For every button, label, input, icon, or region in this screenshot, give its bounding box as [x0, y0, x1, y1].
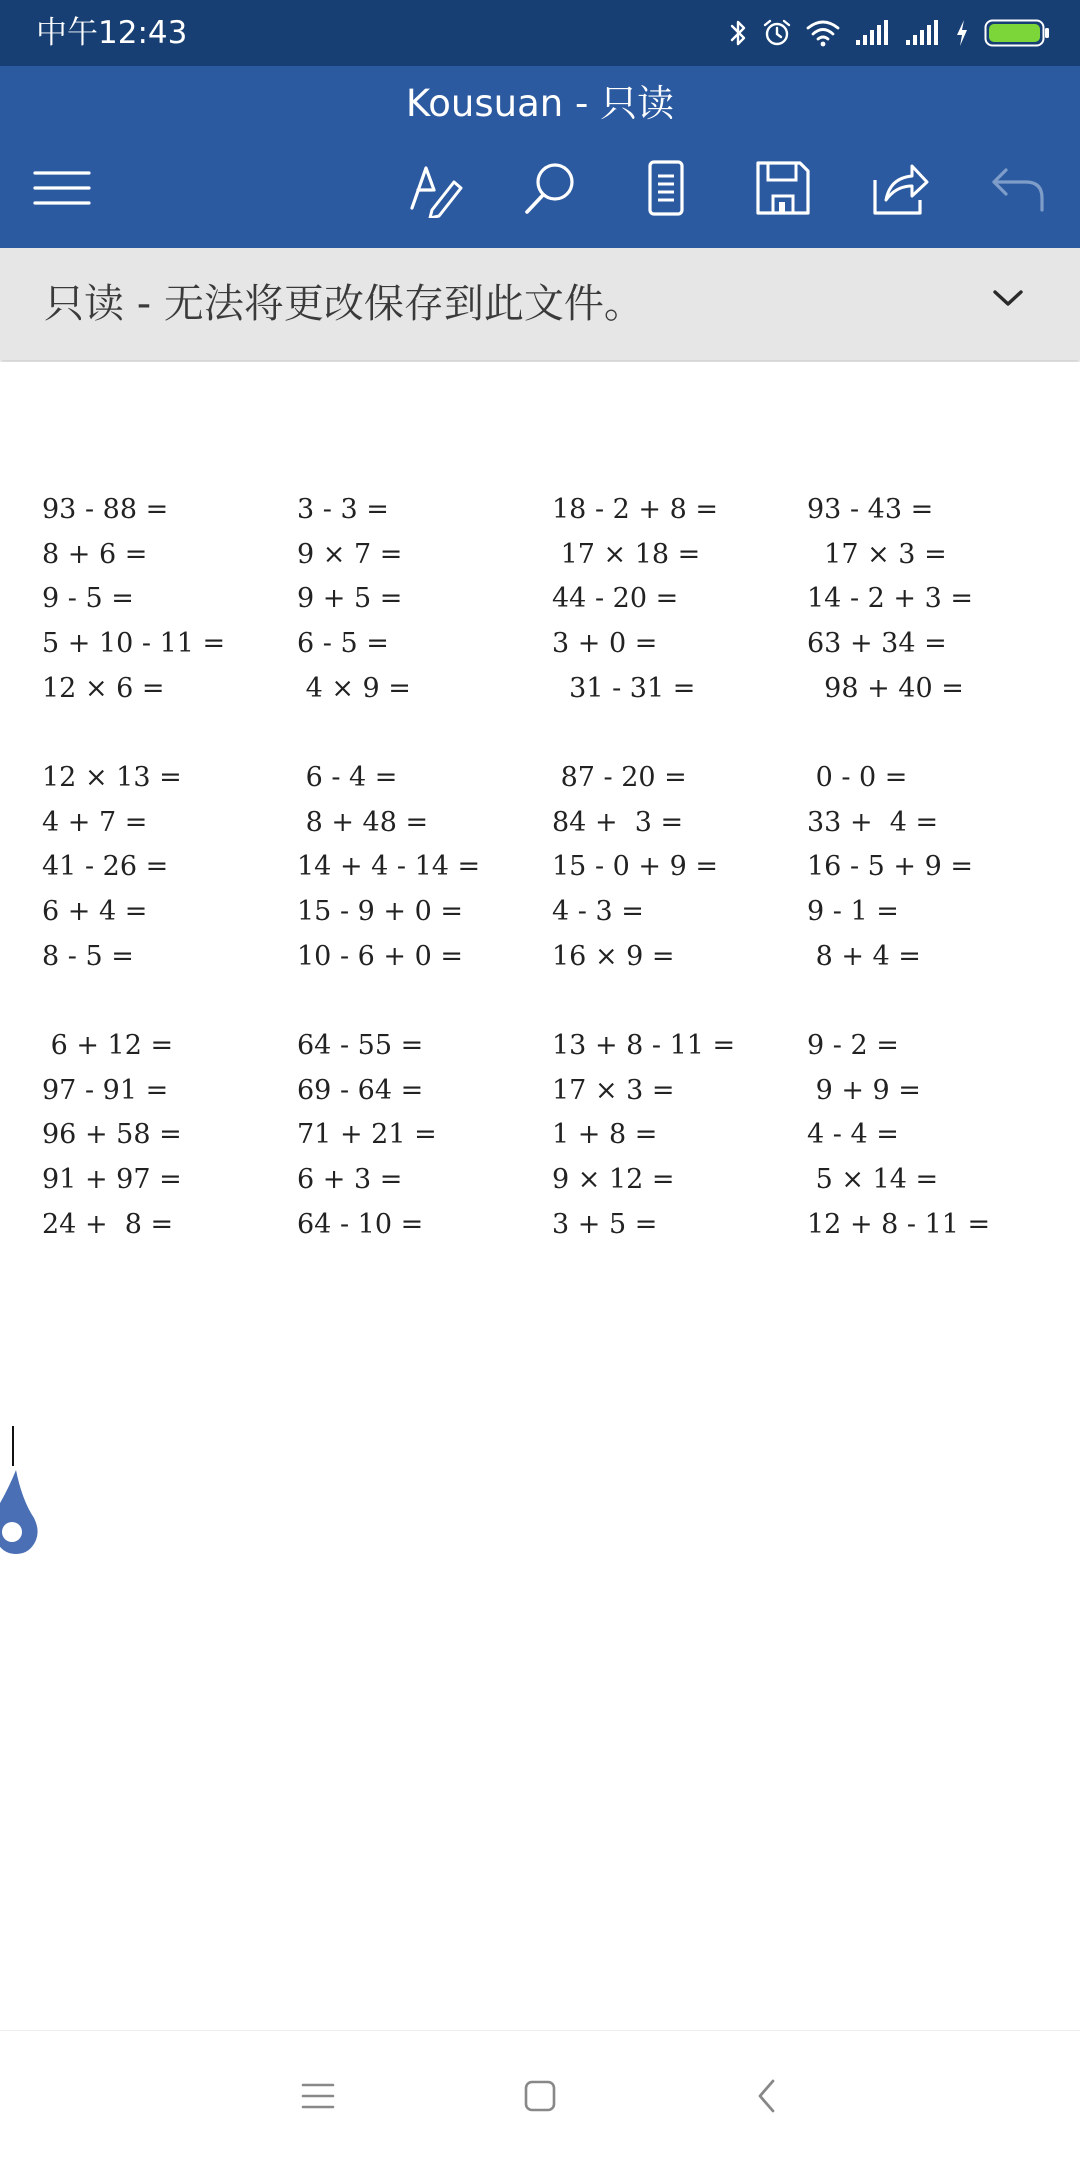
arithmetic-problem: 17 × 3 =	[807, 538, 947, 570]
status-time: 中午12:43	[36, 15, 188, 51]
arithmetic-problem: 8 - 5 =	[42, 940, 134, 972]
arithmetic-problem: 93 - 88 =	[42, 494, 169, 525]
read-only-banner[interactable]	[0, 248, 1080, 360]
signal-icon	[904, 20, 940, 46]
problem-column	[297, 756, 480, 979]
arithmetic-problem: 24 + 8 =	[42, 1208, 174, 1240]
arithmetic-problem: 4 - 3 =	[552, 896, 644, 928]
problem-column	[552, 1024, 735, 1247]
arithmetic-problem: 6 + 3 =	[297, 1164, 403, 1196]
problem-column	[297, 488, 411, 711]
problem-column	[552, 488, 718, 711]
arithmetic-problem: 4 - 4 =	[807, 1119, 899, 1151]
arithmetic-problem: 64 - 10 =	[297, 1208, 424, 1240]
arithmetic-problem: 8 + 48 =	[297, 806, 429, 838]
problem-column	[807, 1024, 990, 1247]
signal-icon	[854, 20, 890, 46]
chevron-down-icon[interactable]	[992, 286, 1024, 314]
arithmetic-problem: 18 - 2 + 8 =	[552, 494, 718, 525]
arithmetic-problem: 12 × 6 =	[42, 672, 165, 704]
battery-icon	[984, 19, 1050, 47]
arithmetic-problem: 6 + 4 =	[42, 896, 148, 928]
arithmetic-problem: 97 - 91 =	[42, 1074, 169, 1106]
arithmetic-problem: 63 + 34 =	[807, 628, 947, 660]
arithmetic-problem: 84 + 3 =	[552, 806, 684, 838]
home-button[interactable]	[515, 2073, 565, 2123]
arithmetic-problem: 10 - 6 + 0 =	[297, 940, 463, 972]
arithmetic-problem: 9 - 5 =	[42, 583, 134, 615]
arithmetic-problem: 41 - 26 =	[42, 851, 169, 883]
save-button[interactable]	[747, 152, 819, 224]
alarm-icon	[762, 18, 792, 48]
back-icon	[755, 2078, 779, 2118]
problem-column	[807, 756, 973, 979]
problem-column	[42, 488, 225, 711]
arithmetic-problem: 6 + 12 =	[42, 1030, 174, 1061]
arithmetic-problem: 9 + 5 =	[297, 583, 403, 615]
arithmetic-problem: 31 - 31 =	[552, 672, 696, 704]
arithmetic-problem: 69 - 64 =	[297, 1074, 424, 1106]
undo-icon	[988, 158, 1048, 218]
undo-button[interactable]	[982, 152, 1054, 224]
arithmetic-problem: 9 × 7 =	[297, 538, 403, 570]
arithmetic-problem: 71 + 21 =	[297, 1119, 437, 1151]
arithmetic-problem: 87 - 20 =	[552, 762, 687, 793]
arithmetic-problem: 12 + 8 - 11 =	[807, 1208, 991, 1240]
wifi-icon	[806, 19, 840, 47]
back-button[interactable]	[742, 2073, 792, 2123]
arithmetic-problem: 15 - 0 + 9 =	[552, 851, 718, 883]
menu-icon	[32, 168, 92, 208]
status-icons	[728, 14, 1050, 52]
search-icon	[521, 158, 581, 218]
arithmetic-problem: 8 + 6 =	[42, 538, 148, 570]
arithmetic-problem: 9 - 2 =	[807, 1030, 899, 1061]
arithmetic-problem: 91 + 97 =	[42, 1164, 182, 1196]
arithmetic-problem: 17 × 18 =	[552, 538, 701, 570]
status-bar	[0, 0, 1080, 66]
arithmetic-problem: 12 × 13 =	[42, 762, 182, 793]
arithmetic-problem: 5 + 10 - 11 =	[42, 628, 226, 660]
arithmetic-problem: 9 × 12 =	[552, 1164, 675, 1196]
arithmetic-problem: 3 + 0 =	[552, 628, 658, 660]
arithmetic-problem: 3 + 5 =	[552, 1208, 658, 1240]
read-only-message: 只读 - 无法将更改保存到此文件。	[44, 281, 644, 327]
arithmetic-problem: 93 - 43 =	[807, 494, 934, 525]
arithmetic-problem: 14 - 2 + 3 =	[807, 583, 973, 615]
arithmetic-problem: 6 - 5 =	[297, 628, 389, 660]
draw-button[interactable]	[400, 152, 472, 224]
save-icon	[753, 158, 813, 218]
problem-column	[42, 756, 182, 979]
document-title: Kousuan - 只读	[405, 82, 675, 125]
arithmetic-problem: 9 + 9 =	[807, 1074, 921, 1106]
recent-apps-button[interactable]	[293, 2073, 343, 2123]
arithmetic-problem: 13 + 8 - 11 =	[552, 1030, 736, 1061]
problem-column	[807, 488, 973, 711]
arithmetic-problem: 5 × 14 =	[807, 1164, 939, 1196]
arithmetic-problem: 17 × 3 =	[552, 1074, 675, 1106]
system-nav-bar	[0, 2030, 1080, 2161]
view-button[interactable]	[630, 152, 702, 224]
arithmetic-problem: 98 + 40 =	[807, 672, 964, 704]
arithmetic-problem: 4 + 7 =	[42, 806, 148, 838]
arithmetic-problem: 33 + 4 =	[807, 806, 939, 838]
home-icon	[523, 2079, 557, 2117]
problem-column	[552, 756, 718, 979]
app-bar	[0, 66, 1080, 248]
menu-button[interactable]	[26, 152, 98, 224]
problem-column	[42, 1024, 182, 1247]
cursor-handle-icon[interactable]	[0, 1470, 42, 1558]
share-icon	[870, 158, 930, 218]
arithmetic-problem: 44 - 20 =	[552, 583, 679, 615]
charging-icon	[954, 19, 970, 47]
arithmetic-problem: 3 - 3 =	[297, 494, 389, 525]
arithmetic-problem: 1 + 8 =	[552, 1119, 658, 1151]
recent-apps-icon	[300, 2081, 336, 2115]
share-button[interactable]	[864, 152, 936, 224]
arithmetic-problem: 16 - 5 + 9 =	[807, 851, 973, 883]
problem-column	[297, 1024, 437, 1247]
arithmetic-problem: 14 + 4 - 14 =	[297, 851, 481, 883]
arithmetic-problem: 96 + 58 =	[42, 1119, 182, 1151]
arithmetic-problem: 16 × 9 =	[552, 940, 675, 972]
text-cursor	[12, 1426, 14, 1466]
view-icon	[644, 158, 688, 218]
document-body[interactable]	[0, 362, 1080, 2030]
draw-icon	[406, 158, 466, 218]
arithmetic-problem: 9 - 1 =	[807, 896, 899, 928]
arithmetic-problem: 6 - 4 =	[297, 762, 398, 793]
arithmetic-problem: 64 - 55 =	[297, 1030, 424, 1061]
arithmetic-problem: 8 + 4 =	[807, 940, 921, 972]
arithmetic-problem: 0 - 0 =	[807, 762, 908, 793]
bluetooth-icon	[728, 18, 748, 48]
search-button[interactable]	[515, 152, 587, 224]
arithmetic-problem: 15 - 9 + 0 =	[297, 896, 463, 928]
arithmetic-problem: 4 × 9 =	[297, 672, 411, 704]
